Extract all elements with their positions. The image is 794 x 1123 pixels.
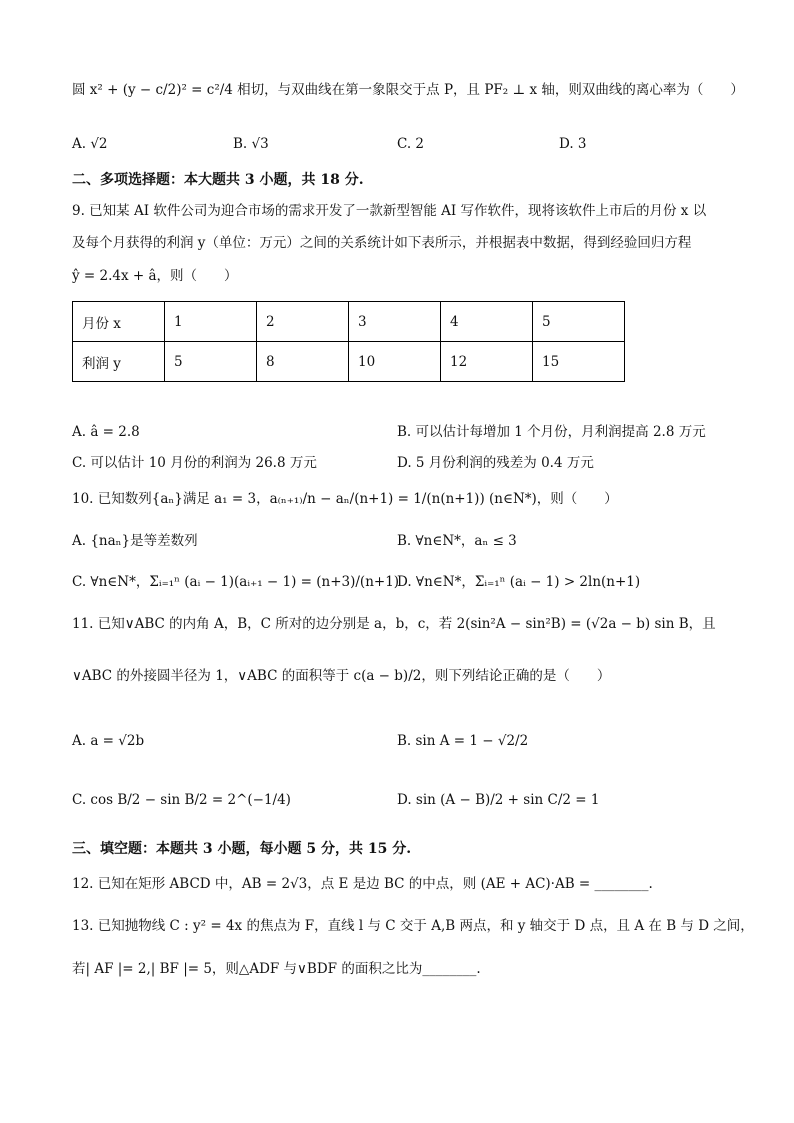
q11-option-b: B. sin A = 1 − √2/2 (397, 733, 529, 749)
q9-line2: 及每个月获得的利润 y（单位：万元）之间的关系统计如下表所示，并根据表中数据，得到经验回归方程 (72, 235, 692, 251)
q12-text: 12. 已知在矩形 ABCD 中，AB = 2√3，点 E 是边 BC 的中点，则 (AE + AC)·AB = ________. (72, 876, 653, 892)
table-cell: 4 (441, 302, 533, 342)
q9-option-b: B. 可以估计每增加 1 个月份，月利润提高 2.8 万元 (397, 424, 706, 440)
q9-option-a: A. â = 2.8 (72, 424, 140, 440)
q9-line1: 9. 已知某 AI 软件公司为迎合市场的需求开发了一款新型智能 AI 写作软件，现将该软件上市后的月份 x 以 (72, 203, 707, 219)
q10-option-d: D. ∀n∈N*，Σᵢ₌₁ⁿ (aᵢ − 1) > 2ln(n+1) (397, 574, 641, 590)
q13-line1: 13. 已知抛物线 C : y² = 4x 的焦点为 F，直线 l 与 C 交于 A,B 两点，和 y 轴交于 D 点，且 A 在 B 与 D 之间， (72, 918, 754, 934)
q13-line2: 若| AF |= 2,| BF |= 5，则△ADF 与∨BDF 的面积之比为________. (72, 961, 481, 977)
q10-option-b: B. ∀n∈N*，aₙ ≤ 3 (397, 533, 517, 549)
q8-option-b: B. √3 (233, 136, 269, 152)
q9-option-d: D. 5 月份利润的残差为 0.4 万元 (397, 455, 594, 471)
table-row (73, 302, 625, 342)
q8-option-c: C. 2 (397, 136, 425, 152)
q8-tail-text: 圆 x² + (y − c/2)² = c²/4 相切，与双曲线在第一象限交于点 P，且 PF₂ ⊥ x 轴，则双曲线的离心率为（ ） (72, 82, 744, 98)
table-cell: 2 (257, 302, 349, 342)
table-cell: 利润 y (73, 342, 165, 382)
q10-option-a: A. {naₙ}是等差数列 (72, 533, 198, 549)
q11-line1: 11. 已知∨ABC 的内角 A，B，C 所对的边分别是 a，b，c，若 2(sin²A − sin²B) = (√2a − b) sin B，且 (72, 616, 716, 632)
q11-option-a: A. a = √2b (72, 733, 145, 749)
q9-line3: ŷ = 2.4x + â，则（ ） (72, 268, 238, 284)
table-cell: 1 (165, 302, 257, 342)
q11-line2: ∨ABC 的外接圆半径为 1，∨ABC 的面积等于 c(a − b)/2，则下列结论正确的是（ ） (72, 668, 611, 684)
table-cell: 12 (441, 342, 533, 382)
table-cell: 5 (165, 342, 257, 382)
section3-title: 三、填空题：本题共 3 小题，每小题 5 分，共 15 分. (72, 841, 412, 857)
table-cell: 10 (349, 342, 441, 382)
q11-option-c: C. cos B/2 − sin B/2 = 2^(−1/4) (72, 792, 291, 808)
table-cell: 15 (533, 342, 625, 382)
table-cell: 8 (257, 342, 349, 382)
q8-option-a: A. √2 (72, 136, 108, 152)
table-row (73, 342, 625, 382)
table-cell: 3 (349, 302, 441, 342)
q10-option-c: C. ∀n∈N*，Σᵢ₌₁ⁿ (aᵢ − 1)(aᵢ₊₁ − 1) = (n+3)/(n+1) (72, 574, 400, 590)
section2-title: 二、多项选择题：本大题共 3 小题，共 18 分. (72, 172, 364, 188)
q9-option-c: C. 可以估计 10 月份的利润为 26.8 万元 (72, 455, 317, 471)
q11-option-d: D. sin (A − B)/2 + sin C/2 = 1 (397, 792, 600, 808)
table-cell: 5 (533, 302, 625, 342)
q8-option-d: D. 3 (559, 136, 587, 152)
q10-stem: 10. 已知数列{aₙ}满足 a₁ = 3，a₍ₙ₊₁₎/n − aₙ/(n+1) = 1/(n(n+1)) (n∈N*)，则（ ） (72, 491, 618, 507)
q9-table (72, 301, 625, 382)
table-cell: 月份 x (73, 302, 165, 342)
